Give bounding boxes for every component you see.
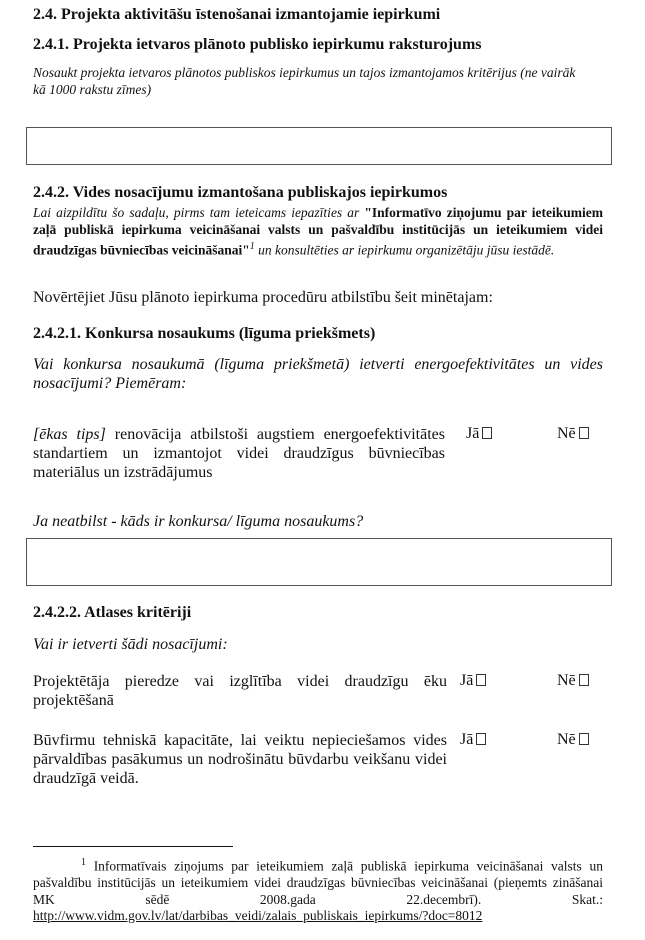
s1-criterion-text [33,425,445,482]
section-title: 2.4. Projekta aktivitāšu īstenošanai izmantojamie iepirkumi [33,6,441,23]
s2-item1-yes-checkbox[interactable] [476,674,486,686]
intro-report-title: "Informatīvo ziņojumu par ieteikumiem zaļā publiskā iepirkuma veicināšanai valsts un pašvaldību institūcijās un ieteikumiem videi draudzīgas būvniecības veicināšanai" [33,205,603,258]
footnote-mark: 1 [81,857,86,868]
subsection-2-4-2-title: 2.4.2. Vides nosacījumu izmantošana publiskajos iepirkumos [33,184,448,201]
footnote-ref[interactable]: 1 [249,241,255,252]
contract-name-field[interactable] [26,538,612,586]
subsection-2-4-1-hint: Nosaukt projekta ietvaros plānotos publiskos iepirkumus un tajos izmantojamos kritērijus (ne vairāk kā 1000 rakstu zīmes) [33,65,576,97]
s1-no-checkbox[interactable] [579,427,589,439]
s1-criterion-body: renovācija atbilstoši augstiem energoefektivitātes standartiem un izmantojot videi draudzīgus būvniecības materiālus un izstrādājumus [33,426,446,481]
footnote-text: Informatīvais ziņojums par ieteikumiem zaļā publiskā iepirkuma veicināšanai valsts un pašvaldību institūcijās un ieteikumiem videi draudzīgas būvniecības veicināšanai (pieņemts zināšanai MK sēdē 2008.gada 22.decembrī). Skat.: [33,858,603,907]
subsection-2-4-1-title: 2.4.1. Projekta ietvaros plānoto publisko iepirkumu raksturojums [33,36,482,53]
s1-yes-option[interactable] [466,425,492,443]
no-label: Nē [557,731,576,748]
intro-text-a: Lai aizpildītu šo sadaļu, pirms tam ieteicams iepazīties ar [33,205,365,220]
no-label: Nē [557,425,576,442]
subsection-2-4-2-1-title: 2.4.2.1. Konkursa nosaukums (līguma priekšmets) [33,325,376,342]
intro-text-c: un konsultēties ar iepirkumu organizētāju jūsu iestādē. [254,242,555,258]
subsection-2-4-2-intro [33,204,603,259]
s2-item2-yes-option[interactable] [460,731,486,749]
footnote [33,855,603,925]
subsection-2-4-2-2-title: 2.4.2.2. Atlases kritēriji [33,604,192,621]
s2-criterion-2: Būvfirmu tehniskā kapacitāte, lai veiktu nepieciešamos vides pārvaldības pasākumus un nodrošinātu būvdarbu veikšanu videi draudzīgā veidā. [33,732,447,787]
assess-text: Novērtējiet Jūsu plānoto iepirkuma procedūru atbilstību šeit minētajam: [33,289,493,306]
s2-item2-no-checkbox[interactable] [579,733,589,745]
s1-else-question: Ja neatbilst - kāds ir konkursa/ līguma nosaukums? [33,513,364,530]
s1-yes-checkbox[interactable] [482,427,492,439]
procurement-description-field[interactable] [26,127,612,165]
footnote-divider [33,846,233,847]
s2-item1-yes-option[interactable] [460,672,486,690]
s2-item1-no-option[interactable] [557,672,589,690]
yes-label: Jā [460,731,474,748]
s2-item2-yes-checkbox[interactable] [476,733,486,745]
footnote-link[interactable]: http://www.vidm.gov.lv/lat/darbibas_veidi/zalais_publiskais_iepirkums/?doc=8012 [33,908,483,923]
s1-question: Vai konkursa nosaukumā (līguma priekšmetā) ietverti energoefektivitātes un vides nosacījumi? Piemēram: [33,356,603,392]
s2-criterion-1: Projektētāja pieredze vai izglītība videi draudzīgu ēku projektēšanā [33,673,447,709]
s1-no-option[interactable] [557,425,589,443]
yes-label: Jā [460,672,474,689]
s2-item1-no-checkbox[interactable] [579,674,589,686]
no-label: Nē [557,672,576,689]
s1-building-type: [ēkas tips] [33,426,106,443]
yes-label: Jā [466,425,480,442]
s2-item2-no-option[interactable] [557,731,589,749]
s2-question: Vai ir ietverti šādi nosacījumi: [33,636,228,653]
